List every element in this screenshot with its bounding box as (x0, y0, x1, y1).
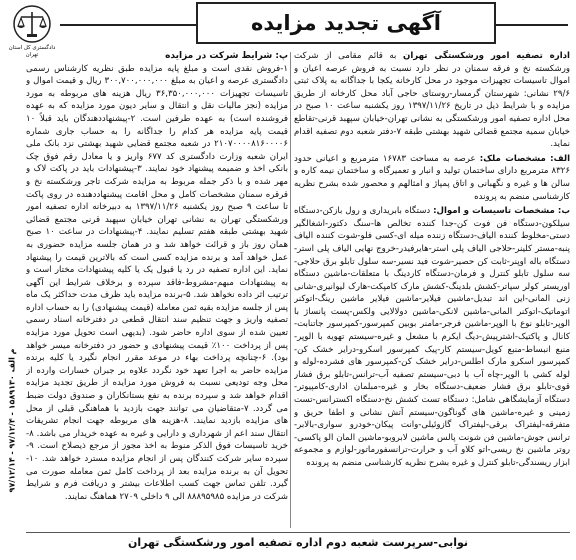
logo-caption: دادگستری کل استان تهران (8, 45, 56, 58)
footer-rule (26, 532, 570, 533)
property-description-column (294, 50, 570, 528)
equipment-specs-paragraph (294, 205, 570, 469)
equipment-specs-text: دستگاه بابریداری و رول بازکن-دستگاه سیلکون-دستگاه فن فوت کن-جدا کننده تخالص ها-سنگ دکتور-اشغالگیر دستی-مخلوط کننده الیاف-دستگاه زننده میله ای-کسی فلو-شوت کننده الیاف پنبه-مستر کلینر-حلاجی الیاف پلی استر-هایرفیدر-خروج نهایی الیاف پلی استر-دستگاه باله اوپنر-ثابت کن حصیر-شوت فید نسیر-سه سلول تابلو برق حلاجی-سه سلول تابلو کنترل و فرمان-دستگاه کاردینگ با متعلقات-ماشین دستگاه اوریستر کولر سپاتر-کشش بلدینگ-کشش مارک کامپکت-هارک لیوانیری-شانی زنی المانی-این اند تبدیل-ماشین فیلایر-ماشین فیلایر ماشین رینگ-اتوکنر اتوماتیک-اتوکنر المانی-ماشین لانکی-ماشین دولالایی ولکس-پست پانساژ با الوپر-تابلو نوع با الوپر-ماشین فرجر-مامنر بوبین کمپرسور-کمپرسور جاتنابت-کانال و پاکتیک-اشترپیش-دیگ ایکرم با مشعل و غیره-سیستم تهویه با الوپر-منبع انبساط-منبع کویل-سیستم کار-پیک کمپرسور اسکرو-درایر خشک کن-کمپرسور اسکرو مارک اطلس-درایر خشک کن-کمپرسور های فشرده-لوله و لوله کشی با الوپر-چاه آب با دبی-سیستم تصفیه آب-ترانس-تابلو برق فشار قوی-تابلو برق فشار ضعیف-دستگاه بخار و غیره-مبلمان اداری-کامپیوتر-دستگاه آزمایشگاهی شامل: دستگاه تست کشش نخ-دستگاه اکسترانس-تست زمینی و غیره-ماشین های گوناگون-سیستم آتش نشانی و اطفا حریق و متفرقه-لیفتراک برقی-لیفتراک گازوئیلی-وانت پیکان-خودرو سواری-بالابر-ترانس جوش-ماشین فن شونت پالس ماشین لابروبو-ماشین المان الو پاکسی-روتر ماشین نخ ریسی-اتو کلاو آب و حرارت-ترانسفورماتور-لوازم و مجموعه ابزار ریسندگی-تابلو کنترل و غیره بشرح نظریه کارشناسی منضم به پرونده (294, 206, 570, 468)
equipment-specs-label: ب: مشخصات تاسیسات و اموال: (433, 206, 570, 217)
auction-conditions-column (26, 50, 288, 528)
office-label: اداره تصفیه امور ورشکستگی تهران (402, 51, 570, 61)
property-specs-text: عرصه به مساحت ۱۶۷۸۳ مترمربع و اعیانی حدود ۸۳۲۶ مترمربع دارای ساختمان تولید و انبار و تعمیرگاه و ساختمان نیمه کاره و سالن ها و غیره و نگهبانی و اتاق پمپاژ و امثالهم و محصور شده بشرح نظریه کارشناسی منضم به پرونده (294, 153, 570, 202)
notice-title: آگهی تجدید مزایده (196, 2, 496, 44)
property-specs-label: الف: مشخصات ملک: (479, 153, 570, 164)
conditions-text: ۱-فروش نقدی است و مبلغ پایه مزایده طبق نظریه کارشناس رسمی دادگستری عرصه و اعیان به مبلغ ۳۰۰,۷۰۰,۰۰۰,۰۰۰ ریال و قیمت اموال و تاسیسات تجهیزات ۳۶,۳۵۰,۰۰۰,۰۰۰ ریال هزینه های مربوطه به مورد مزایده (نجز مالیات نقل و انتقال و سایر دیون مورد مزایده که به عهده فروشنده است) به عهده طرفین است. ۲-پیشنهاددهندگان باید قبلاً ۱۰ قیمت پایه مزایده هر کدام را جداگانه را به حساب جاری شماره ۲۱۰۷۰۰۰۰۸۱۶۰۰۰۰۶ در شعبه مجتمع قضایی شهید بهشتی نزد بانک ملی ایران شعبه وزارت دادگستری کد ۶۷۷ واریز و یا معادل رقم فوق چک بانکی اخذ و ضمیمه پیشنهاد خود نمایند. ۳-پیشنهادات باید در پاکت لاک و مهر شده و با ذکر جمله مربوط به مزایده شرکت تاجر ورشکسته نخ و قرقره سمنان مشخصات کامل و محل اقامت پیشنهاددهنده در روی پاکت تا ساعت ۹ صبح روز یکشنبه ۱۳۹۷/۱۱/۲۶ به دبیرخانه اداره تصفیه امور ورشکستگی تهران به نشانی تهران خیابان سپهبد قرنی مجتمع قضائی شهید بهشتی طبقه هفتم تسلیم نمایند. ۴-پیشنهادات در ساعت ۱۰ صبح همان روز باز و قرائت خواهد شد و در همان جلسه مزایده حضوری به عمل خواهد آمد و برنده مزایده کسی است که بالاترین قیمت را پیشنهاد نماید. این اداره تصفیه در رد یا قبول یک یا کلیه پیشنهادات مختار است و به پیشنهادات مبهم-مشروط-فاقد سپرده و برخلاف شرایط این آگهی ترتیب اثر داده نخواهد شد. ۵-برنده مزایده باید ظرف مدت حداکثر یک ماه پس از جلسه مزایده بقیه ثمن معامله (قیمت پیشنهادی) را به حساب اداره تصفیه واریز و جهت تنظیم سند انتقال قطعی در دفترخانه اسناد رسمی تعیین شده از سوی اداره حاضر شود. (بدیهی است تحویل مورد مزایده پس از پرداخت ۱۰۰٪ قیمت پیشنهادی و حضور در دفترخانه میسر خواهد بود). ۶-چنانچه پرداخت بهاء در موعد مقرر انجام نگیرد یا کلیه برنده مزایده حاضر به اجرا تعهد خود نگردد علاوه بر جبران خسارات وارده از محل وجه تودیعی نسبت به فروش مورد مزایده از طریق تجدید مزایده اقدام خواهد شد و سپرده برنده به نفع بستانکاران و صندوق دولت ضبط می گردد. ۷-متقاضیان می توانند جهت بازدید با هماهنگی قبلی از محل های مزایده بازدید نمایند. ۸-هزینه های مربوطه جهت انجام تشریفات انتقال سند اعم از شهرداری و دارایی و غیره به عهده خریدار می باشد. ۸-خرید تاسیسات فوق الذکر منوط به اخذ مجوز از مرجع ذیصلاح است. ۹-سپرده سایر شرکت کنندگان پس از انجام مزایده مسترد خواهد شد. ۱۰-تحویل آن به برنده مزایده بعد از پرداخت کامل ثمن معامله صورت می گیرد. تلفن تماس جهت کسب اطلاعات بیشتر و دریافت فرم و شرایط شرکت در مزایده ۸۸۸۹۵۹۸۵ الی ۹ داخلی ۲۷۰۹ هماهنگ نمایند. (26, 63, 288, 502)
property-specs-paragraph (294, 153, 570, 203)
intro-text: به قائم مقامی از شرکت ورشکسته نخ و فرقه سمنان در نظر دارد نسبت به فروش عرصه اعیان و اموال تاسیسات تجهیزات موجود در محل کارخانه یکجا با جداگانه به پلاک ثبتی ۲۹/۶ نشانی: شهرستان گرمسار-روستای حاجی آباد محل کارخانه از طریق مزایده و با شرایط ذیل در تاریخ ۱۳۹۷/۱۱/۲۶ روز یکشنبه ساعت ۱۰ صبح در محل اداره تصفیه امور ورشکستگی به نشانی تهران-خیابان سپهبد قرنی-تقاطع خیابان سمیه مجتمع قضائی شهید بهشتی طبقه ۷-دفتر شعبه دوم تصفیه اقدام نماید. (294, 51, 570, 150)
intro-paragraph (294, 50, 570, 151)
conditions-heading: پ: شرایط شرکت در مزایده (165, 51, 288, 61)
scales-of-justice-icon (12, 4, 52, 44)
publication-reference (2, 300, 22, 540)
column-divider (290, 52, 291, 528)
publication-reference-text: م الف ۱۵۸۹۱۳۰ - ۹۷/۱۲/۴ - ۹۷/۱۲/۱۴ (7, 347, 17, 493)
signature-footer: نوابی-سرپرست شعبه دوم اداره تصفیه امور ورشکستگی تهران (127, 536, 469, 549)
